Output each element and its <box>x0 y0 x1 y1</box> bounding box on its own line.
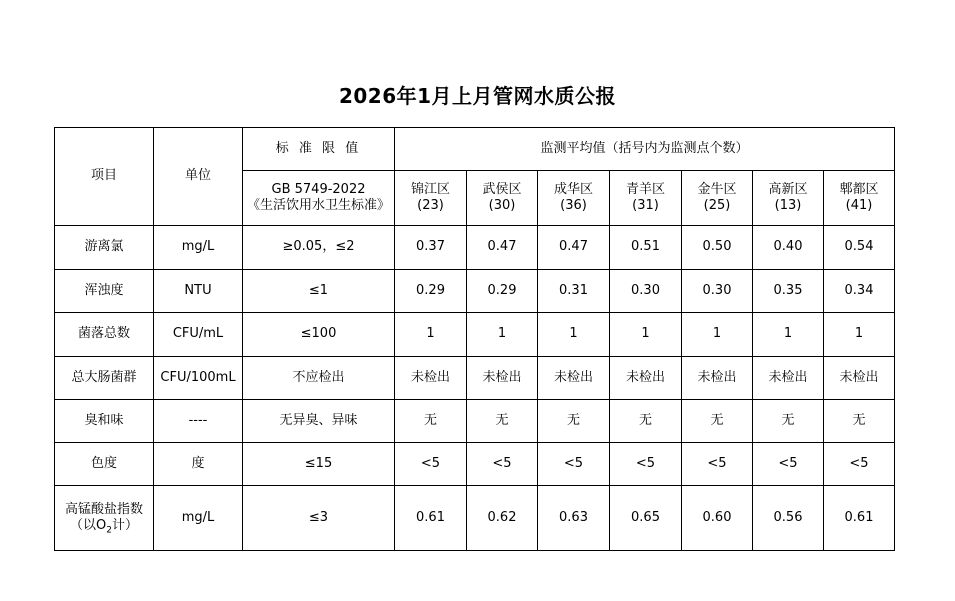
row-value: 0.40 <box>753 226 824 270</box>
district-name: 郫都区 <box>839 181 879 197</box>
row-item <box>55 443 154 486</box>
row-value: 0.61 <box>824 486 895 551</box>
table-row <box>55 313 895 357</box>
row-limit: ≤3 <box>243 486 395 551</box>
row-value: 1 <box>753 313 824 357</box>
district-header <box>538 171 610 226</box>
row-unit: CFU/100mL <box>154 357 243 400</box>
row-limit: 无异臭、异味 <box>243 400 395 443</box>
row-item-name: 臭和味 <box>84 412 124 428</box>
row-limit: 不应检出 <box>243 357 395 400</box>
row-item <box>55 400 154 443</box>
district-header <box>682 171 753 226</box>
row-value: 0.65 <box>610 486 682 551</box>
row-item <box>55 226 154 270</box>
row-value: 0.60 <box>682 486 753 551</box>
row-value: 0.54 <box>824 226 895 270</box>
row-item-name: 浑浊度 <box>84 282 124 298</box>
row-value: 1 <box>682 313 753 357</box>
district-name: 成华区 <box>553 181 593 197</box>
header-monitoring: 监测平均值（括号内为监测点个数） <box>395 128 895 171</box>
row-value: 未检出 <box>610 357 682 400</box>
district-count: (25) <box>703 198 731 213</box>
row-value: 0.29 <box>467 270 538 313</box>
row-item-note-sub: 2 <box>106 525 112 536</box>
row-value: <5 <box>682 443 753 486</box>
table-row <box>55 443 895 486</box>
header-unit: 单位 <box>154 128 243 226</box>
table-row <box>55 226 895 270</box>
district-header <box>610 171 682 226</box>
standard-code: GB 5749-2022 <box>271 181 366 197</box>
row-value: 未检出 <box>467 357 538 400</box>
header-standard-limit: 标 准 限 值 <box>243 128 395 171</box>
row-value: 1 <box>467 313 538 357</box>
row-value: 0.50 <box>682 226 753 270</box>
district-name: 青羊区 <box>625 181 665 197</box>
water-quality-table <box>54 127 895 551</box>
row-item-name: 色度 <box>90 455 117 471</box>
district-header <box>824 171 895 226</box>
district-name: 武侯区 <box>482 181 522 197</box>
row-value: 0.30 <box>610 270 682 313</box>
row-value: 0.47 <box>467 226 538 270</box>
row-value: <5 <box>467 443 538 486</box>
table-body <box>55 226 895 551</box>
row-unit: CFU/mL <box>154 313 243 357</box>
row-value: 0.51 <box>610 226 682 270</box>
row-value: 无 <box>538 400 610 443</box>
row-item <box>55 486 154 551</box>
table-row <box>55 270 895 313</box>
district-header <box>467 171 538 226</box>
row-unit: mg/L <box>154 486 243 551</box>
row-item-note <box>55 518 153 534</box>
row-item-note-post: 计） <box>111 518 138 533</box>
row-value: 无 <box>395 400 467 443</box>
row-value: 1 <box>395 313 467 357</box>
row-value: 未检出 <box>824 357 895 400</box>
row-limit: ≥0.05，≤2 <box>243 226 395 270</box>
row-value: 无 <box>824 400 895 443</box>
header-standard-name <box>243 171 395 226</box>
header-row-1 <box>55 128 895 171</box>
district-count: (30) <box>488 198 516 213</box>
row-value: 0.30 <box>682 270 753 313</box>
row-value: 0.56 <box>753 486 824 551</box>
row-value: 未检出 <box>395 357 467 400</box>
district-name: 高新区 <box>768 181 808 197</box>
row-item-name: 高锰酸盐指数 <box>64 501 143 517</box>
row-value: <5 <box>610 443 682 486</box>
row-item-name: 游离氯 <box>84 239 124 255</box>
row-value: 1 <box>824 313 895 357</box>
district-header <box>753 171 824 226</box>
row-value: 未检出 <box>753 357 824 400</box>
row-value: 0.31 <box>538 270 610 313</box>
row-unit: mg/L <box>154 226 243 270</box>
district-name: 金牛区 <box>697 181 737 197</box>
row-unit: 度 <box>154 443 243 486</box>
row-value: <5 <box>395 443 467 486</box>
row-item-note-pre: （以O <box>70 518 107 533</box>
page-title: 2026年1月上月管网水质公报 <box>338 84 617 108</box>
row-item <box>55 357 154 400</box>
row-value: 无 <box>610 400 682 443</box>
district-count: (41) <box>845 198 873 213</box>
row-limit: ≤100 <box>243 313 395 357</box>
row-value: <5 <box>538 443 610 486</box>
row-value: 1 <box>610 313 682 357</box>
row-value: 0.29 <box>395 270 467 313</box>
row-limit: ≤1 <box>243 270 395 313</box>
header-item: 项目 <box>55 128 154 226</box>
row-value: 0.61 <box>395 486 467 551</box>
district-count: (23) <box>417 198 444 213</box>
standard-title: 《生活饮用水卫生标准》 <box>246 198 390 213</box>
row-value: <5 <box>824 443 895 486</box>
row-item-name: 总大肠菌群 <box>71 369 137 385</box>
row-value: 1 <box>538 313 610 357</box>
row-value: 0.62 <box>467 486 538 551</box>
row-value: 0.37 <box>395 226 467 270</box>
row-unit: ---- <box>154 400 243 443</box>
table-row <box>55 400 895 443</box>
row-item-name: 菌落总数 <box>77 326 130 342</box>
row-value: 无 <box>753 400 824 443</box>
row-limit: ≤15 <box>243 443 395 486</box>
district-header <box>395 171 467 226</box>
row-item <box>55 270 154 313</box>
row-value: 未检出 <box>538 357 610 400</box>
district-count: (36) <box>560 198 587 213</box>
row-value: 0.34 <box>824 270 895 313</box>
row-value: 0.35 <box>753 270 824 313</box>
row-value: <5 <box>753 443 824 486</box>
district-count: (31) <box>632 198 659 213</box>
row-value: 0.63 <box>538 486 610 551</box>
row-value: 无 <box>467 400 538 443</box>
row-value: 0.47 <box>538 226 610 270</box>
row-unit: NTU <box>154 270 243 313</box>
table-row <box>55 486 895 551</box>
row-value: 无 <box>682 400 753 443</box>
row-item <box>55 313 154 357</box>
district-count: (13) <box>774 198 802 213</box>
row-value: 未检出 <box>682 357 753 400</box>
district-name: 锦江区 <box>410 181 450 197</box>
table-row <box>55 357 895 400</box>
